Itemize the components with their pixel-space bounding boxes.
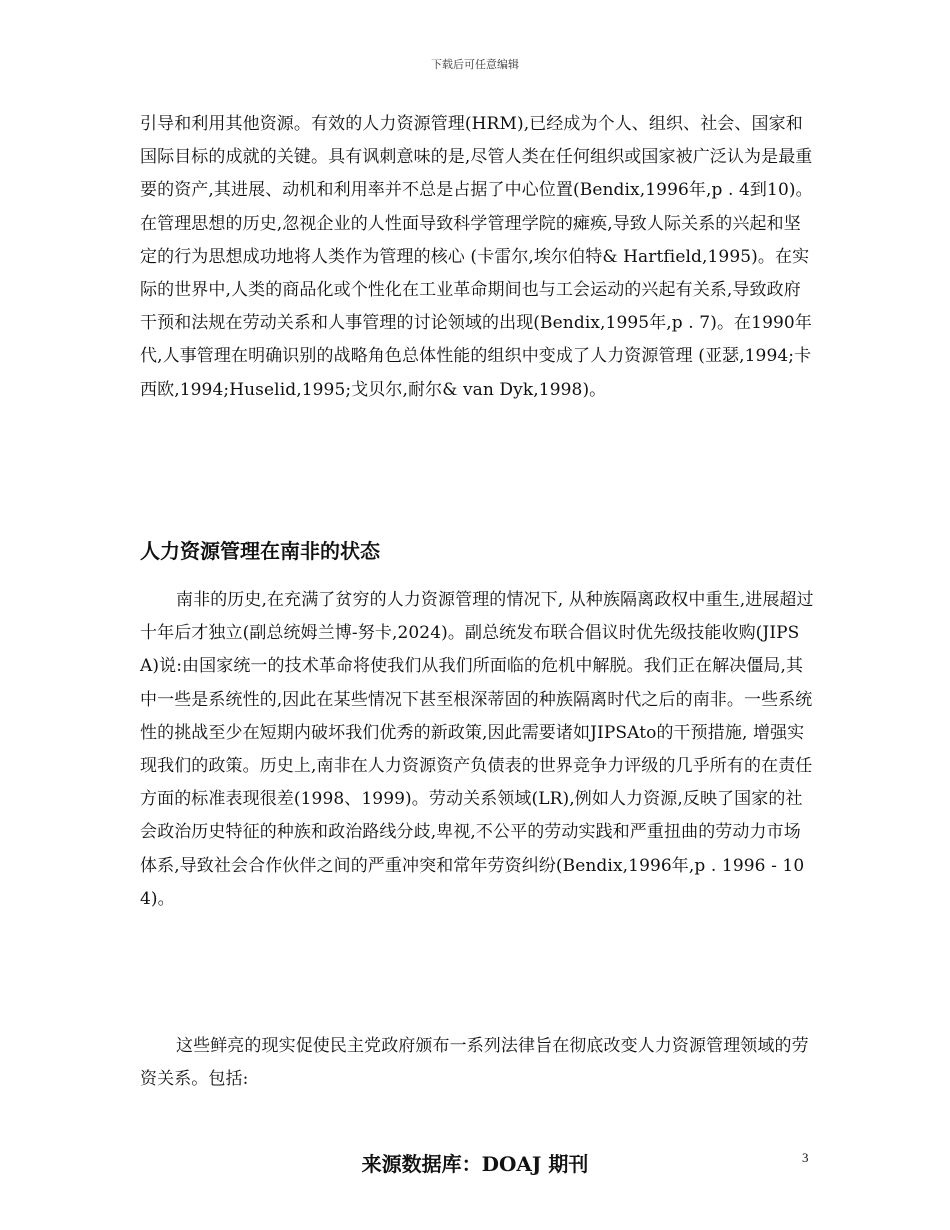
footer-source: 来源数据库：DOAJ 期刊 — [361, 1152, 589, 1176]
section-paragraph: 南非的历史,在充满了贫穷的人力资源管理的情况下, 从种族隔离政权中重生,进展超过十年后才独立(副总统姆兰博-努卡,2024)。副总统发布联合倡议时优先级技能收购(JIPSA)说:由国家统一的技术革命将使我们从我们所面临的危机中解脱。我们正在解决僵局,其中一些是系统性的,因此在某些情况下甚至根深蒂固的种族隔离时代之后的南非。一些系统性的挑战至少在短期内破坏我们优秀的新政策,因此需要诸如JIPSAto的干预措施, 增强实现我们的政策。历史上,南非在人力资源资产负债表的世界竞争力评级的几乎所有的在责任方面的标准表现很差(1998、1999)。劳动关系领域(LR),例如人力资源,反映了国家的社会政治历史特征的种族和政治路线分歧,卑视,不公平的劳动实践和严重扭曲的劳动力市场体系,导致社会合作伙伴之间的严重冲突和常年劳资纠纷(Bendix,1996年,p . 1996 - 104)。 — [140, 590, 814, 909]
section-heading: 人力资源管理在南非的状态 — [140, 539, 380, 563]
page-header-note: 下载后可任意编辑 — [431, 58, 519, 71]
body-paragraph: 引导和利用其他资源。有效的人力资源管理(HRM),已经成为个人、组织、社会、国家和国际目标的成就的关键。具有讽刺意味的是,尽管人类在任何组织或国家被广泛认为是最重要的资产,其进展、动机和利用率并不总是占据了中心位置(Bendix,1996年,p . 4到10)。在管理思想的历史,忽视企业的人性面导致科学管理学院的瘫痪,导致人际关系的兴起和坚定的行为思想成功地将人类作为管理的核心 (卡雷尔,埃尔伯特& Hartfield,1995)。在实际的世界中,人类的商品化或个性化在工业革命期间也与工会运动的兴起有关系,导致政府干预和法规在劳动关系和人事管理的讨论领域的出现(Bendix,1995年,p . 7)。在1990年代,人事管理在明确识别的战略角色总体性能的组织中变成了人力资源管理 (亚瑟,1994;卡西欧,1994;Huselid,1995;戈贝尔,耐尔& van Dyk,1998)。 — [140, 114, 813, 400]
section-paragraph: 这些鲜亮的现实促使民主党政府颁布一系列法律旨在彻底改变人力资源管理领域的劳资关系。包括: — [140, 1036, 809, 1090]
page-number: 3 — [802, 1150, 809, 1165]
